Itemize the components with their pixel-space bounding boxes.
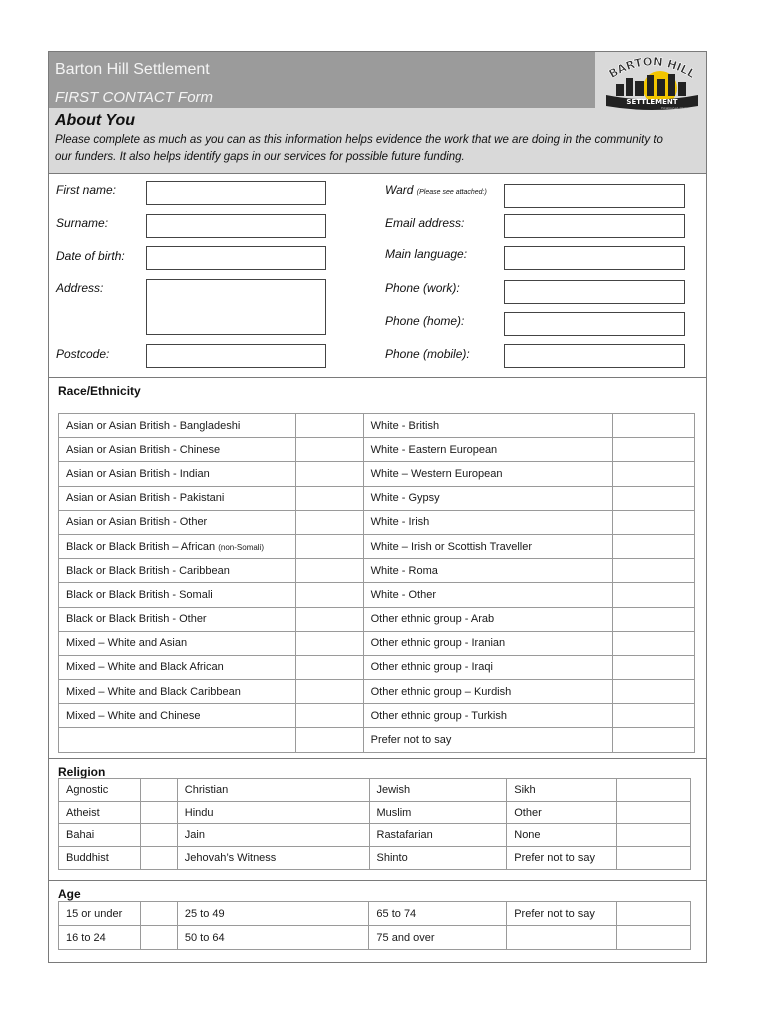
race-option-checkbox[interactable] — [613, 631, 695, 655]
table-row — [59, 559, 695, 583]
first-name-field[interactable] — [146, 181, 326, 205]
form-title: FIRST CONTACT Form — [55, 89, 214, 106]
phone-mobile-label: Phone (mobile): — [385, 347, 470, 361]
age-option-label: 15 or under — [59, 902, 141, 926]
race-option-text: Black or Black British - Other — [66, 613, 207, 626]
phone-mobile-field[interactable] — [504, 344, 685, 368]
religion-option-label: Bahai — [59, 824, 141, 847]
race-option-checkbox[interactable] — [295, 414, 363, 438]
race-option-checkbox[interactable] — [613, 510, 695, 534]
race-option-text: Asian or Asian British - Pakistani — [66, 492, 225, 505]
race-option-label: White - British — [363, 414, 613, 438]
logo-banner: SETTLEMENT — [626, 98, 678, 106]
race-option-checkbox[interactable] — [613, 583, 695, 607]
race-option-checkbox[interactable] — [295, 680, 363, 704]
religion-option-label: Jehovah’s Witness — [177, 847, 369, 870]
race-option-checkbox[interactable] — [295, 462, 363, 486]
section-divider — [49, 377, 706, 378]
race-option-text: Asian or Asian British - Indian — [66, 467, 210, 480]
address-label: Address: — [56, 281, 104, 295]
race-option-checkbox[interactable] — [613, 559, 695, 583]
age-table — [58, 901, 691, 950]
race-option-text: Asian or Asian British - Bangladeshi — [66, 419, 241, 432]
race-option-checkbox[interactable] — [613, 728, 695, 752]
race-option-checkbox[interactable] — [295, 486, 363, 510]
age-option-label: 75 and over — [369, 926, 507, 950]
language-field[interactable] — [504, 246, 685, 270]
race-option-text: Mixed – White and Asian — [66, 637, 188, 650]
age-option-label: Prefer not to say — [507, 902, 617, 926]
age-option-checkbox[interactable] — [617, 926, 691, 950]
table-row — [59, 655, 695, 679]
age-option-label: 16 to 24 — [59, 926, 141, 950]
ward-note: (Please see attached:) — [416, 189, 487, 196]
form-header — [49, 52, 706, 174]
race-option-text: Mixed – White and Black African — [66, 661, 224, 674]
religion-option-label: Prefer not to say — [507, 847, 617, 870]
religion-option-label: Muslim — [369, 801, 507, 824]
race-option-checkbox[interactable] — [295, 631, 363, 655]
section-title: About You — [55, 112, 135, 129]
race-option-label: Other ethnic group - Iranian — [363, 631, 613, 655]
race-option-label — [59, 607, 296, 631]
dob-field[interactable] — [146, 246, 326, 270]
race-option-checkbox[interactable] — [613, 680, 695, 704]
race-option-label — [59, 414, 296, 438]
postcode-field[interactable] — [146, 344, 326, 368]
race-option-note: (non-Somali) — [218, 542, 265, 552]
first-contact-form — [48, 51, 707, 963]
race-option-label — [59, 438, 296, 462]
religion-option-checkbox[interactable] — [617, 824, 691, 847]
religion-option-label: Sikh — [507, 779, 617, 802]
email-field[interactable] — [504, 214, 685, 238]
race-option-label — [59, 655, 296, 679]
age-option-checkbox[interactable] — [140, 926, 177, 950]
table-row — [59, 824, 691, 847]
age-option-label: 25 to 49 — [177, 902, 369, 926]
race-option-text: Black or Black British – African — [66, 540, 216, 553]
race-option-label — [59, 631, 296, 655]
email-label: Email address: — [385, 216, 465, 230]
race-option-label — [59, 728, 296, 752]
race-option-checkbox[interactable] — [613, 534, 695, 558]
race-option-text: Mixed – White and Chinese — [66, 709, 201, 722]
organisation-name: Barton Hill Settlement — [55, 61, 210, 78]
table-row — [59, 801, 691, 824]
table-row — [59, 438, 695, 462]
religion-option-checkbox[interactable] — [140, 801, 177, 824]
table-row — [59, 414, 695, 438]
race-option-label — [59, 704, 296, 728]
race-option-label — [59, 583, 296, 607]
race-option-label: Other ethnic group - Iraqi — [363, 655, 613, 679]
religion-option-checkbox[interactable] — [140, 824, 177, 847]
dob-label: Date of birth: — [56, 249, 125, 263]
logo-title: BARTON HILL — [606, 54, 698, 81]
table-row — [59, 926, 691, 950]
age-option-label — [507, 926, 617, 950]
race-option-label: White – Irish or Scottish Traveller — [363, 534, 613, 558]
race-option-label: Prefer not to say — [363, 728, 613, 752]
phone-work-label: Phone (work): — [385, 281, 460, 295]
phone-home-field[interactable] — [504, 312, 685, 336]
race-option-label — [59, 559, 296, 583]
table-row — [59, 779, 691, 802]
race-option-text: Black or Black British - Caribbean — [66, 564, 230, 577]
religion-table — [58, 778, 691, 870]
race-option-checkbox[interactable] — [613, 655, 695, 679]
ward-field[interactable] — [504, 184, 685, 208]
religion-option-label: Rastafarian — [369, 824, 507, 847]
religion-option-label: Atheist — [59, 801, 141, 824]
race-option-text: Black or Black British - Somali — [66, 588, 213, 601]
first-name-label: First name: — [56, 183, 117, 197]
race-option-label: Other ethnic group - Turkish — [363, 704, 613, 728]
race-option-label — [59, 534, 296, 558]
religion-option-checkbox[interactable] — [140, 847, 177, 870]
section-divider — [49, 758, 706, 759]
race-option-checkbox[interactable] — [613, 462, 695, 486]
religion-option-label: Jewish — [369, 779, 507, 802]
race-option-text: Asian or Asian British - Chinese — [66, 443, 221, 456]
race-option-checkbox[interactable] — [613, 607, 695, 631]
table-row — [59, 486, 695, 510]
religion-option-label: Other — [507, 801, 617, 824]
race-option-label: White - Gypsy — [363, 486, 613, 510]
ward-label — [385, 183, 487, 197]
table-row — [59, 607, 695, 631]
race-option-label: White - Irish — [363, 510, 613, 534]
table-row — [59, 680, 695, 704]
age-option-checkbox[interactable] — [617, 902, 691, 926]
age-title: Age — [58, 887, 81, 901]
surname-label: Surname: — [56, 216, 109, 230]
table-row — [59, 728, 695, 752]
race-option-label: Other ethnic group - Arab — [363, 607, 613, 631]
race-option-checkbox[interactable] — [613, 414, 695, 438]
surname-field[interactable] — [146, 214, 326, 238]
postcode-label: Postcode: — [56, 347, 110, 361]
section-divider — [49, 880, 706, 881]
table-row — [59, 847, 691, 870]
religion-option-label: Shinto — [369, 847, 507, 870]
religion-option-label: Hindu — [177, 801, 369, 824]
table-row — [59, 510, 695, 534]
table-row — [59, 583, 695, 607]
religion-option-label: None — [507, 824, 617, 847]
ward-text: Ward — [385, 183, 414, 197]
religion-option-label: Buddhist — [59, 847, 141, 870]
religion-option-label: Agnostic — [59, 779, 141, 802]
race-option-label: White - Roma — [363, 559, 613, 583]
race-option-checkbox[interactable] — [295, 510, 363, 534]
race-option-checkbox[interactable] — [295, 655, 363, 679]
race-option-label: White - Other — [363, 583, 613, 607]
race-option-checkbox[interactable] — [613, 486, 695, 510]
race-option-label — [59, 510, 296, 534]
race-option-checkbox[interactable] — [295, 438, 363, 462]
language-label: Main language: — [385, 247, 468, 261]
race-option-label — [59, 486, 296, 510]
religion-option-checkbox[interactable] — [617, 779, 691, 802]
race-option-text: Asian or Asian British - Other — [66, 516, 208, 529]
religion-option-label: Christian — [177, 779, 369, 802]
table-row — [59, 704, 695, 728]
race-title: Race/Ethnicity — [58, 384, 141, 398]
race-option-label — [59, 680, 296, 704]
religion-title: Religion — [58, 765, 106, 779]
race-option-checkbox[interactable] — [295, 559, 363, 583]
race-option-checkbox[interactable] — [613, 438, 695, 462]
race-option-text: Mixed – White and Black Caribbean — [66, 685, 241, 698]
logo-established: Established 1911 — [661, 106, 687, 110]
religion-option-checkbox[interactable] — [617, 801, 691, 824]
title-band — [49, 52, 595, 108]
race-option-label — [59, 462, 296, 486]
table-row — [59, 462, 695, 486]
race-option-checkbox[interactable] — [295, 704, 363, 728]
table-row — [59, 631, 695, 655]
table-row — [59, 902, 691, 926]
table-row — [59, 534, 695, 558]
race-option-checkbox[interactable] — [613, 704, 695, 728]
race-option-checkbox[interactable] — [295, 534, 363, 558]
race-option-label: White - Eastern European — [363, 438, 613, 462]
race-option-label: White – Western European — [363, 462, 613, 486]
phone-work-field[interactable] — [504, 280, 685, 304]
race-option-checkbox[interactable] — [295, 583, 363, 607]
race-table — [58, 413, 695, 753]
intro-text: Please complete as much as you can as this information helps evidence the work that we are doing in the community to our funders. It also helps identify gaps in our services for possible future funding. — [55, 134, 663, 163]
age-option-label: 65 to 74 — [369, 902, 507, 926]
barton-hill-logo — [602, 54, 702, 110]
race-option-checkbox[interactable] — [295, 607, 363, 631]
phone-home-label: Phone (home): — [385, 314, 465, 328]
age-option-checkbox[interactable] — [140, 902, 177, 926]
religion-option-checkbox[interactable] — [617, 847, 691, 870]
race-option-checkbox[interactable] — [295, 728, 363, 752]
religion-option-label: Jain — [177, 824, 369, 847]
religion-option-checkbox[interactable] — [140, 779, 177, 802]
address-field[interactable] — [146, 279, 326, 335]
age-option-label: 50 to 64 — [177, 926, 369, 950]
race-option-label: Other ethnic group – Kurdish — [363, 680, 613, 704]
